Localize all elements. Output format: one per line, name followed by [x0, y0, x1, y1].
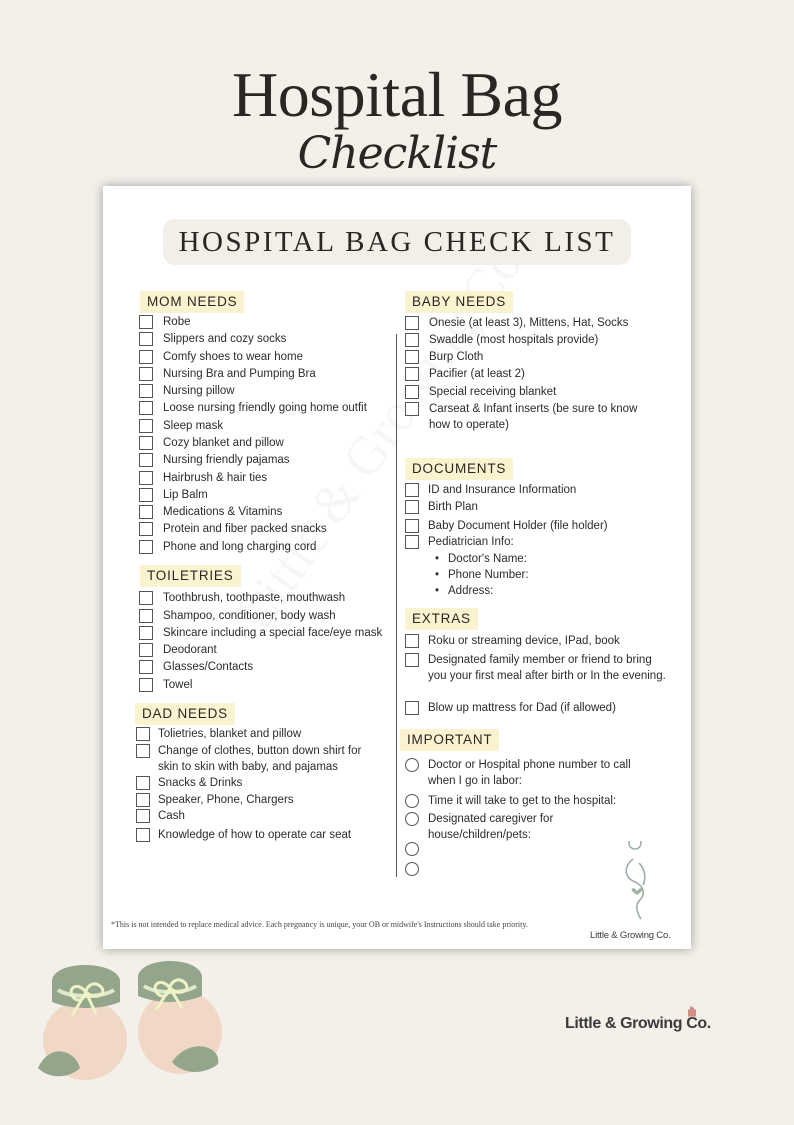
checkbox[interactable] [139, 591, 153, 605]
pediatrician-phone: • Phone Number: [448, 567, 529, 583]
checklist-item: Skincare including a special face/eye mask [163, 627, 383, 639]
checklist-item: Protein and fiber packed snacks [163, 523, 327, 535]
checkbox[interactable] [139, 505, 153, 519]
checkbox[interactable] [405, 500, 419, 514]
checkbox[interactable] [139, 350, 153, 364]
checklist-item: Lip Balm [163, 489, 208, 501]
checklist-item: Cash [158, 810, 185, 822]
checkbox[interactable] [136, 727, 150, 741]
checklist-item: Designated caregiver for house/children/pets: [428, 813, 554, 841]
checklist-item: Loose nursing friendly going home outfit [163, 402, 367, 414]
section-dad-needs: DAD NEEDS [135, 703, 235, 725]
page-subtitle: Checklist [297, 128, 497, 179]
checklist-item: Blow up mattress for Dad (if allowed) [428, 702, 616, 714]
checkbox[interactable] [136, 744, 150, 758]
checkbox[interactable] [139, 332, 153, 346]
page-title: Hospital Bag [232, 59, 562, 130]
checkbox[interactable] [136, 809, 150, 823]
pediatrician-doctor-name: • Doctor's Name: [448, 551, 527, 567]
check-circle[interactable] [405, 794, 419, 808]
checklist-item: Nursing friendly pajamas [163, 454, 290, 466]
checklist-item: Phone and long charging cord [163, 541, 317, 553]
checklist-item: Birth Plan [428, 501, 478, 513]
checkbox[interactable] [139, 522, 153, 536]
checkbox[interactable] [405, 385, 419, 399]
section-mom-needs: MOM NEEDS [140, 291, 244, 313]
checklist-item: Glasses/Contacts [163, 661, 254, 673]
sheet-heading: HOSPITAL BAG CHECK LIST [163, 219, 631, 265]
checklist-sheet [103, 186, 691, 949]
checkbox[interactable] [139, 419, 153, 433]
checklist-item: Cozy blanket and pillow [163, 437, 284, 449]
hand-logo-icon [686, 1005, 698, 1017]
checkbox[interactable] [405, 316, 419, 330]
checklist-item: Sleep mask [163, 420, 224, 432]
checkbox[interactable] [139, 367, 153, 381]
checklist-item: Deodorant [163, 644, 217, 656]
checklist-item: Toothbrush, toothpaste, mouthwash [163, 592, 346, 604]
checkbox[interactable] [139, 678, 153, 692]
checkbox[interactable] [405, 653, 419, 667]
checkbox[interactable] [139, 471, 153, 485]
page-brand: Little & Growing Co. [565, 1015, 711, 1032]
checklist-item: Special receiving blanket [429, 386, 557, 398]
checklist-item: Pacifier (at least 2) [429, 368, 525, 380]
checkbox[interactable] [136, 793, 150, 807]
checklist-item: Robe [163, 316, 191, 328]
disclaimer: *This is not intended to replace medical advice. Each pregnancy is unique, your OB or midwife's Instructions should take priority. [111, 920, 528, 929]
baby-booties-icon [30, 950, 230, 1085]
checklist-item: Towel [163, 679, 193, 691]
pediatrician-address: • Address: [448, 583, 493, 599]
checklist-item: Snacks & Drinks [158, 777, 243, 789]
checkbox[interactable] [405, 483, 419, 497]
checkbox[interactable] [405, 634, 419, 648]
checkbox[interactable] [405, 333, 419, 347]
checkbox[interactable] [139, 660, 153, 674]
checklist-item: Shampoo, conditioner, body wash [163, 610, 336, 622]
section-documents: DOCUMENTS [405, 458, 513, 480]
check-circle[interactable] [405, 812, 419, 826]
checkbox[interactable] [405, 402, 419, 416]
section-toiletries: TOILETRIES [140, 565, 241, 587]
checklist-item: Slippers and cozy socks [163, 333, 287, 345]
checklist-item: Comfy shoes to wear home [163, 351, 303, 363]
checkbox[interactable] [139, 540, 153, 554]
section-extras: EXTRAS [405, 608, 478, 630]
checkbox[interactable] [136, 776, 150, 790]
checkbox[interactable] [405, 701, 419, 715]
checkbox[interactable] [139, 643, 153, 657]
checkbox[interactable] [139, 401, 153, 415]
pregnant-silhouette-icon [613, 841, 663, 921]
checkbox[interactable] [139, 315, 153, 329]
section-important: IMPORTANT [400, 729, 499, 751]
checkbox[interactable] [136, 828, 150, 842]
checkbox[interactable] [139, 626, 153, 640]
checklist-item: Change of clothes, button down shirt for skin to skin with baby, and pajamas [158, 745, 362, 773]
checkbox[interactable] [405, 350, 419, 364]
checkbox[interactable] [139, 453, 153, 467]
checklist-item: Tolietries, blanket and pillow [158, 728, 302, 740]
checklist-item: Roku or streaming device, IPad, book [428, 635, 620, 647]
checkbox[interactable] [139, 609, 153, 623]
check-circle[interactable] [405, 758, 419, 772]
checklist-item: Knowledge of how to operate car seat [158, 829, 352, 841]
check-circle[interactable] [405, 862, 419, 876]
checklist-item: Pediatrician Info: [428, 536, 514, 548]
checkbox[interactable] [405, 535, 419, 549]
checklist-item: Carseat & Infant inserts (be sure to know how to operate) [429, 403, 638, 431]
checklist-item: Onesie (at least 3), Mittens, Hat, Socks [429, 317, 629, 329]
checklist-item: ID and Insurance Information [428, 484, 577, 496]
sheet-brand: Little & Growing Co. [590, 930, 671, 941]
check-circle[interactable] [405, 842, 419, 856]
checklist-item: Swaddle (most hospitals provide) [429, 334, 599, 346]
checkbox[interactable] [405, 519, 419, 533]
checkbox[interactable] [139, 488, 153, 502]
checklist-item: Medications & Vitamins [163, 506, 283, 518]
checklist-item: Nursing pillow [163, 385, 235, 397]
checklist-item: Doctor or Hospital phone number to call when I go in labor: [428, 759, 631, 787]
checkbox[interactable] [139, 436, 153, 450]
checklist-item: Time it will take to get to the hospital: [428, 795, 617, 807]
checklist-item: Burp Cloth [429, 351, 484, 363]
checkbox[interactable] [139, 384, 153, 398]
checklist-item: Nursing Bra and Pumping Bra [163, 368, 316, 380]
section-baby-needs: BABY NEEDS [405, 291, 513, 313]
checklist-item: Hairbrush & hair ties [163, 472, 268, 484]
checklist-item: Designated family member or friend to bring you your first meal after birth or In the evening. [428, 654, 666, 682]
checklist-item: Speaker, Phone, Chargers [158, 794, 294, 806]
checklist-item: Baby Document Holder (file holder) [428, 520, 608, 532]
checkbox[interactable] [405, 367, 419, 381]
column-divider [396, 334, 397, 877]
